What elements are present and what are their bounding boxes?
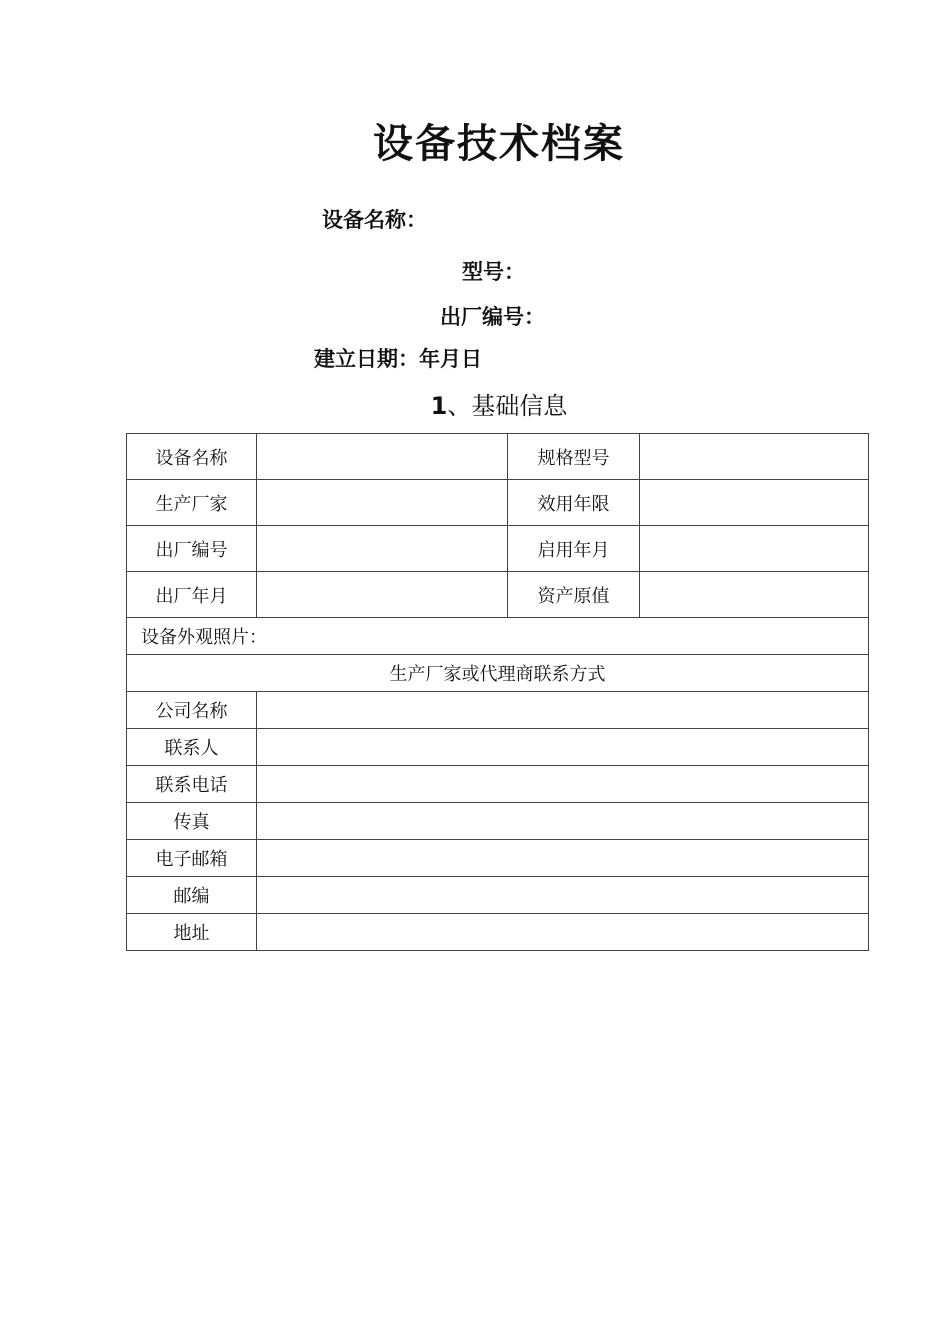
contact-section-header: 生产厂家或代理商联系方式 xyxy=(127,655,869,692)
table-row xyxy=(127,655,869,692)
table-row xyxy=(127,914,869,951)
manufacture-date-value[interactable] xyxy=(257,572,508,618)
table-row xyxy=(127,526,869,572)
equipment-name-cell-label: 设备名称 xyxy=(127,434,257,480)
company-name-value[interactable] xyxy=(257,692,869,729)
model-label: 型号： xyxy=(462,260,525,284)
manufacturer-value[interactable] xyxy=(257,480,508,526)
address-label: 地址 xyxy=(127,914,257,951)
spec-model-value[interactable] xyxy=(640,434,869,480)
table-row xyxy=(127,434,869,480)
table-row xyxy=(127,618,869,655)
postcode-label: 邮编 xyxy=(127,877,257,914)
fax-value[interactable] xyxy=(257,803,869,840)
table-row xyxy=(127,877,869,914)
phone-label: 联系电话 xyxy=(127,766,257,803)
section-title: 、基础信息 xyxy=(447,392,568,420)
asset-value-value[interactable] xyxy=(640,572,869,618)
spec-model-cell-label: 规格型号 xyxy=(508,434,640,480)
email-value[interactable] xyxy=(257,840,869,877)
email-label: 电子邮箱 xyxy=(127,840,257,877)
basic-info-table xyxy=(126,433,869,951)
table-row xyxy=(127,803,869,840)
company-name-label: 公司名称 xyxy=(127,692,257,729)
table-row xyxy=(127,692,869,729)
fax-label: 传真 xyxy=(127,803,257,840)
manufacturer-cell-label: 生产厂家 xyxy=(127,480,257,526)
manufacture-date-cell-label: 出厂年月 xyxy=(127,572,257,618)
section-heading xyxy=(0,386,950,421)
service-life-cell-label: 效用年限 xyxy=(508,480,640,526)
address-value[interactable] xyxy=(257,914,869,951)
created-date-label: 建立日期：年月日 xyxy=(314,347,482,371)
start-date-cell-label: 启用年月 xyxy=(508,526,640,572)
table-row xyxy=(127,840,869,877)
service-life-value[interactable] xyxy=(640,480,869,526)
phone-value[interactable] xyxy=(257,766,869,803)
equipment-photo-label: 设备外观照片： xyxy=(127,618,869,655)
serial-number-value[interactable] xyxy=(257,526,508,572)
section-number: 1 xyxy=(430,392,448,420)
equipment-name-label: 设备名称： xyxy=(322,208,427,232)
equipment-name-value[interactable] xyxy=(257,434,508,480)
contact-person-value[interactable] xyxy=(257,729,869,766)
page-title: 设备技术档案 xyxy=(373,121,625,167)
contact-person-label: 联系人 xyxy=(127,729,257,766)
table-row xyxy=(127,480,869,526)
serial-number-cell-label: 出厂编号 xyxy=(127,526,257,572)
table-row xyxy=(127,766,869,803)
postcode-value[interactable] xyxy=(257,877,869,914)
asset-value-cell-label: 资产原值 xyxy=(508,572,640,618)
table-row xyxy=(127,729,869,766)
table-row xyxy=(127,572,869,618)
serial-number-label: 出厂编号： xyxy=(440,305,545,329)
start-date-value[interactable] xyxy=(640,526,869,572)
